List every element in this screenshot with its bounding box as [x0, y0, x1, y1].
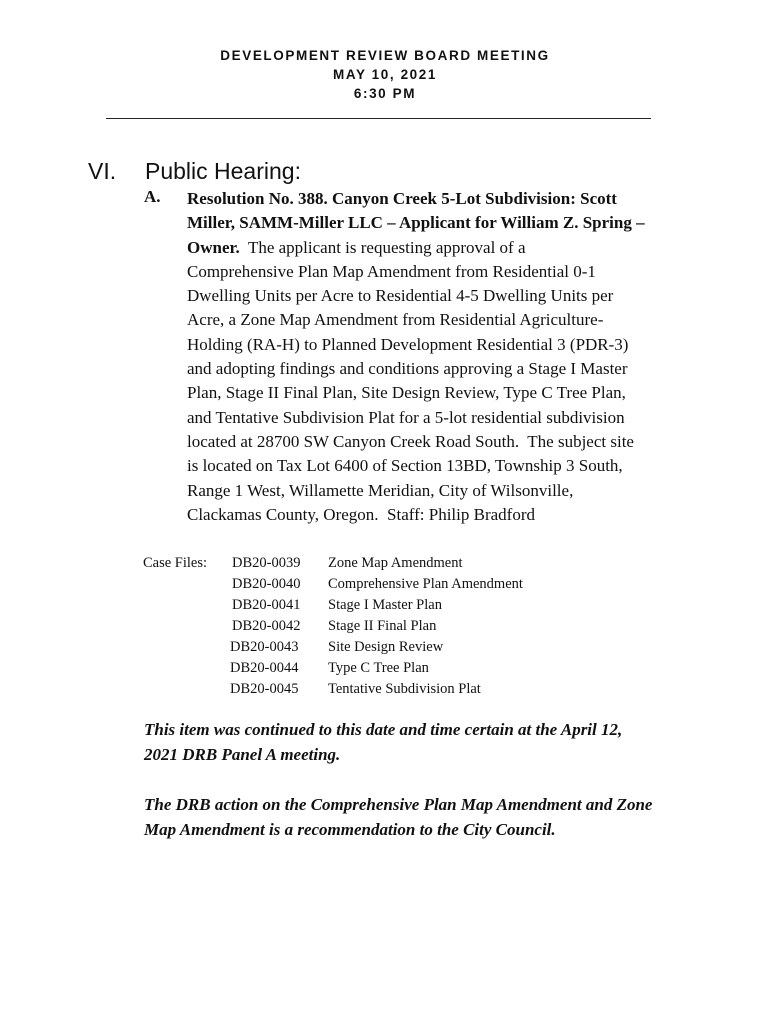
case-desc: Site Design Review	[328, 639, 444, 655]
item-text-line: Clackamas County, Oregon. Staff: Philip Bradford	[187, 504, 535, 524]
item-text-line: Dwelling Units per Acre to Residential 4-5 Dwelling Units per	[187, 286, 614, 306]
section-title: Public Hearing:	[145, 158, 301, 184]
case-desc: Stage II Final Plan	[328, 618, 437, 634]
case-desc: Comprehensive Plan Amendment	[328, 576, 523, 592]
item-letter: A.	[144, 187, 161, 206]
note-line: This item was continued to this date and time certain at the April 12,	[144, 720, 623, 739]
note-line: The DRB action on the Comprehensive Plan Map Amendment and Zone	[144, 795, 653, 814]
item-text-line: and Tentative Subdivision Plat for a 5-lot residential subdivision	[187, 407, 625, 427]
item-title-line: Resolution No. 388. Canyon Creek 5-Lot Subdivision: Scott	[187, 189, 617, 208]
item-text-line: Range 1 West, Willamette Meridian, City of Wilsonville,	[187, 480, 574, 500]
item-title-line: Miller, SAMM-Miller LLC – Applicant for William Z. Spring –	[187, 213, 645, 233]
note-line: Map Amendment is a recommendation to the City Council.	[144, 820, 556, 839]
case-desc: Zone Map Amendment	[328, 555, 463, 571]
item-text-line: Holding (RA-H) to Planned Development Residential 3 (PDR-3)	[187, 334, 629, 354]
header-divider	[106, 118, 651, 119]
case-code: DB20-0039	[232, 555, 301, 571]
case-file-row	[230, 637, 443, 658]
continuation-note	[144, 717, 724, 767]
recommendation-note	[144, 792, 724, 842]
agenda-item-body	[187, 187, 707, 527]
case-desc: Type C Tree Plan	[328, 660, 429, 676]
item-title-line	[187, 236, 707, 260]
case-code: DB20-0043	[230, 639, 299, 655]
case-code: DB20-0040	[232, 576, 301, 592]
item-text-line: is located on Tax Lot 6400 of Section 13BD, Township 3 South,	[187, 456, 623, 476]
case-desc: Stage I Master Plan	[328, 597, 442, 613]
case-code: DB20-0042	[232, 618, 301, 634]
item-text-start: The applicant is requesting approval of a	[239, 237, 526, 257]
document-header	[0, 46, 770, 103]
item-text-line: Acre, a Zone Map Amendment from Residential Agriculture-	[187, 310, 604, 330]
meeting-time: 6:30 PM	[353, 86, 417, 101]
case-code: DB20-0041	[232, 597, 301, 613]
case-file-row	[232, 595, 442, 616]
section-number: VI.	[88, 158, 117, 184]
case-file-row	[232, 574, 523, 595]
case-file-row	[230, 658, 429, 679]
case-desc: Tentative Subdivision Plat	[328, 681, 481, 697]
item-text-line: Plan, Stage II Final Plan, Site Design Review, Type C Tree Plan,	[187, 383, 626, 403]
meeting-title: DEVELOPMENT REVIEW BOARD MEETING	[220, 48, 550, 63]
case-file-row	[232, 553, 463, 574]
case-code: DB20-0045	[230, 681, 299, 697]
case-file-row	[230, 679, 481, 700]
item-text-line: and adopting findings and conditions approving a Stage I Master	[187, 359, 628, 379]
item-title-end: Owner.	[187, 237, 240, 257]
case-file-row	[232, 616, 436, 637]
case-code: DB20-0044	[230, 660, 299, 676]
note-line: 2021 DRB Panel A meeting.	[144, 745, 341, 764]
item-text-line: Comprehensive Plan Map Amendment from Residential 0-1	[187, 261, 596, 281]
meeting-date: MAY 10, 2021	[332, 67, 438, 82]
case-files-label: Case Files:	[143, 555, 208, 571]
item-text-line: located at 28700 SW Canyon Creek Road South. The subject site	[187, 431, 634, 451]
